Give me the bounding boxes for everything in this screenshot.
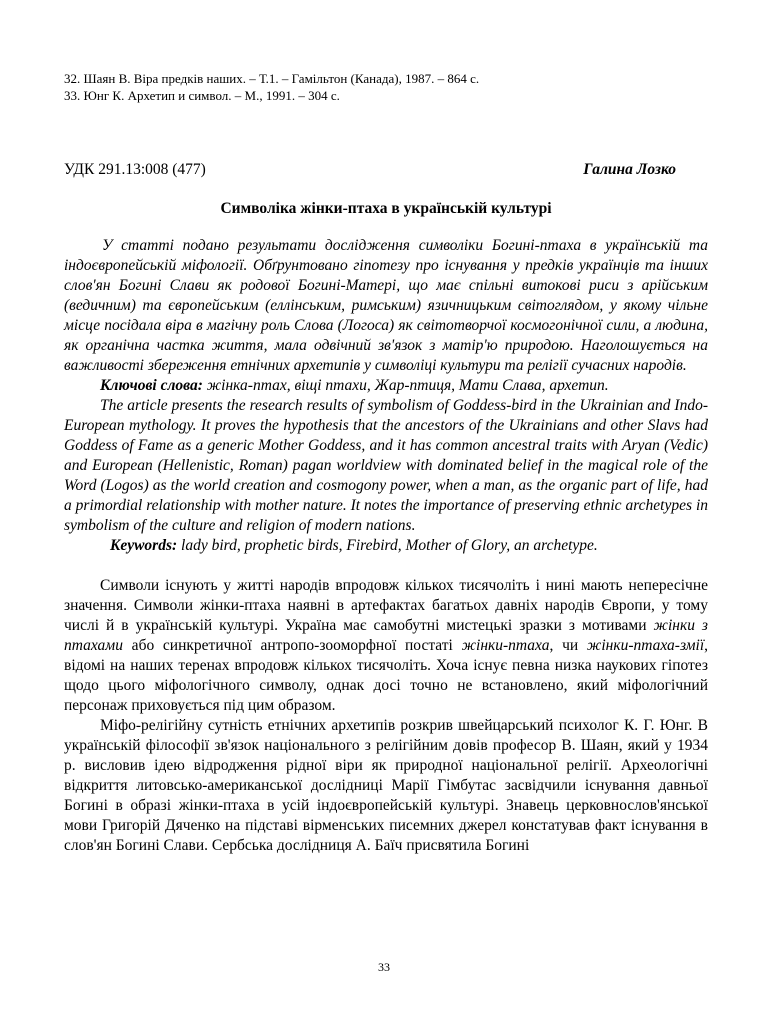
keywords-english xyxy=(64,536,708,556)
page-number: 33 xyxy=(378,960,390,974)
para1-text-4: , відомі на наших теренах впродовж кількох тисячоліть. Хоча існує певна низка наукових гіпотез щодо цього міфологічного символу, однак досі точно не встановлено, який міфологічний персонаж приховується під цим образом. xyxy=(64,637,709,714)
para1-text-3: , чи xyxy=(549,637,587,654)
abstract-ukrainian: У статті подано результати дослідження символіки Богині-птаха в українській та індоєвропейській міфології. Обґрунтовано гіпотезу про існування у предків українців та інших слов'ян Богині Слави як родової Богині-Матері, що має спільні витокові риси з арійським (ведичним) та європейським (еллінським, римським) язичницьким світоглядом, у якому чільне місце посідала віра в магічну роль Слова (Логоса) як світотворчої космогонічної сили, а людина, як органічна частка життя, мала одвічний зв'язок з матір'ю природою. Наголошується на важливості збереження етнічних архетипів у символіці культури та релігії сучасних народів. xyxy=(64,237,708,374)
body-paragraph-1 xyxy=(64,576,708,716)
para1-italic-2: жінки-птаха xyxy=(461,637,550,654)
para1-text-1: Символи існують у житті народів впродовж кількох тисячоліть і нині мають непересічне значення. Символи жінки-птаха наявні в артефактах багатьох давніх народів Європи, у тому числі й в українській культурі. Україна має самобутні мистецькі зразки з мотивами xyxy=(64,577,708,634)
page-content xyxy=(64,70,708,856)
reference-list xyxy=(64,70,708,104)
article-body xyxy=(64,576,708,856)
para1-text-2: або синкретичної антропо-зооморфної постаті xyxy=(122,637,462,654)
para1-italic-1: жінки з птахами xyxy=(64,617,708,654)
body-paragraph-2: Міфо-релігійну сутність етнічних архетипів розкрив швейцарський психолог К. Г. Юнг. В українській філософії зв'язок національного з релігійним довів професор В. Шаян, який у 1934 р. висловив ідею відродження рідної віри як природної національної релігії. Археологічні відкриття литовсько-американської дослідниці Марії Гімбутас засвідчили існування давньої Богині в образі жінки-птаха в усій індоєвропейській культурі. Знавець церковнослов'янської мови Григорій Дяченко на підставі вірменських писемних джерел констатував факт існування в слов'ян Богині Слави. Сербська дослідниця А. Баїч присвятила Богині xyxy=(64,717,708,854)
para1-italic-3: жінки-птаха-змії xyxy=(586,637,705,654)
keywords-label-en: Keywords: xyxy=(110,537,178,554)
keywords-text-uk: жінка-птах, віщі птахи, Жар-птиця, Мати Слава, архетип. xyxy=(202,377,609,394)
keywords-text-en: lady bird, prophetic birds, Firebird, Mother of Glory, an archetype. xyxy=(177,537,598,554)
article-header xyxy=(64,160,708,180)
udc-code: УДК 291.13:008 (477) xyxy=(64,161,206,178)
author-name: Галина Лозко xyxy=(583,161,676,178)
keywords-label-uk: Ключові слова: xyxy=(100,377,203,394)
article-title: Символіка жінки-птаха в українській культурі xyxy=(220,200,552,217)
abstract-english: The article presents the research results of symbolism of Goddess-bird in the Ukrainian and Indo-European mythology. It proves the hypothesis that the ancestors of the Ukrainians and other Slavs had Goddess of Fame as a generic Mother Goddess, and it has common ancestral traits with Aryan (Vedic) and European (Hellenistic, Roman) pagan worldview with dominated belief in the magical role of the Word (Logos) as the world creation and cosmogony power, when a man, as the organic part of life, had a primordial relationship with mother nature. It notes the importance of preserving ethnic archetypes in symbolism of the culture and religion of modern nations. xyxy=(64,397,708,534)
reference-item-33: 33. Юнг К. Архетип и символ. – М., 1991. – 304 с. xyxy=(64,88,340,103)
keywords-ukrainian xyxy=(64,376,708,396)
reference-item-32: 32. Шаян В. Віра предків наших. – Т.1. – Гамільтон (Канада), 1987. – 864 с. xyxy=(64,71,480,86)
